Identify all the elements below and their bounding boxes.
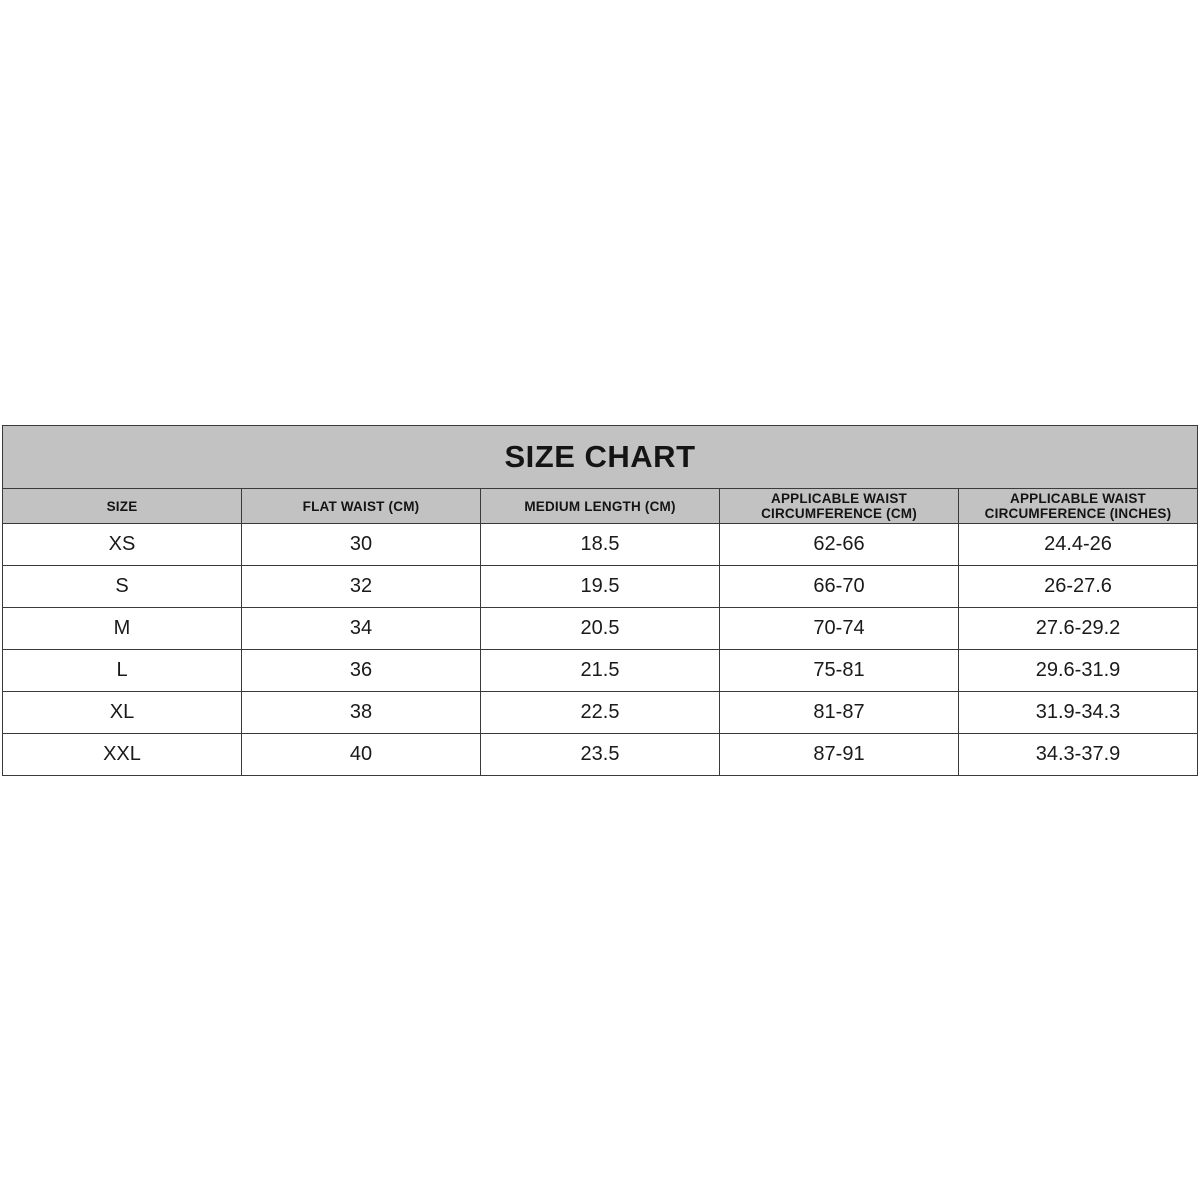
cell-waist-cm: 75-81: [720, 650, 959, 692]
cell-waist-cm: 70-74: [720, 608, 959, 650]
cell-flat-waist: 32: [242, 566, 481, 608]
cell-flat-waist: 40: [242, 734, 481, 776]
column-header-flat-waist: FLAT WAIST (CM): [242, 489, 481, 524]
cell-waist-inches: 31.9-34.3: [959, 692, 1198, 734]
title-row: [3, 426, 1198, 489]
cell-waist-inches: 34.3-37.9: [959, 734, 1198, 776]
cell-medium-length: 19.5: [481, 566, 720, 608]
cell-size: S: [3, 566, 242, 608]
cell-flat-waist: 34: [242, 608, 481, 650]
cell-waist-inches: 29.6-31.9: [959, 650, 1198, 692]
cell-medium-length: 20.5: [481, 608, 720, 650]
page-title: SIZE CHART: [3, 426, 1198, 489]
cell-waist-cm: 81-87: [720, 692, 959, 734]
cell-size: L: [3, 650, 242, 692]
cell-size: XL: [3, 692, 242, 734]
cell-size: XXL: [3, 734, 242, 776]
table-row: [3, 692, 1198, 734]
cell-medium-length: 21.5: [481, 650, 720, 692]
table-header-row: [3, 489, 1198, 524]
cell-waist-inches: 27.6-29.2: [959, 608, 1198, 650]
cell-medium-length: 22.5: [481, 692, 720, 734]
column-header-waist-circumference-cm: APPLICABLE WAIST CIRCUMFERENCE (CM): [720, 489, 959, 524]
size-chart-container: [2, 425, 1198, 776]
cell-waist-cm: 66-70: [720, 566, 959, 608]
column-header-waist-circumference-inches: APPLICABLE WAIST CIRCUMFERENCE (INCHES): [959, 489, 1198, 524]
table-row: [3, 734, 1198, 776]
cell-size: XS: [3, 524, 242, 566]
cell-flat-waist: 36: [242, 650, 481, 692]
column-header-medium-length: MEDIUM LENGTH (CM): [481, 489, 720, 524]
table-row: [3, 524, 1198, 566]
cell-waist-inches: 24.4-26: [959, 524, 1198, 566]
table-row: [3, 608, 1198, 650]
table-row: [3, 650, 1198, 692]
cell-flat-waist: 38: [242, 692, 481, 734]
cell-size: M: [3, 608, 242, 650]
size-chart-table: [2, 425, 1198, 776]
cell-waist-cm: 87-91: [720, 734, 959, 776]
column-header-size: SIZE: [3, 489, 242, 524]
cell-waist-cm: 62-66: [720, 524, 959, 566]
cell-medium-length: 23.5: [481, 734, 720, 776]
table-row: [3, 566, 1198, 608]
cell-waist-inches: 26-27.6: [959, 566, 1198, 608]
cell-medium-length: 18.5: [481, 524, 720, 566]
cell-flat-waist: 30: [242, 524, 481, 566]
